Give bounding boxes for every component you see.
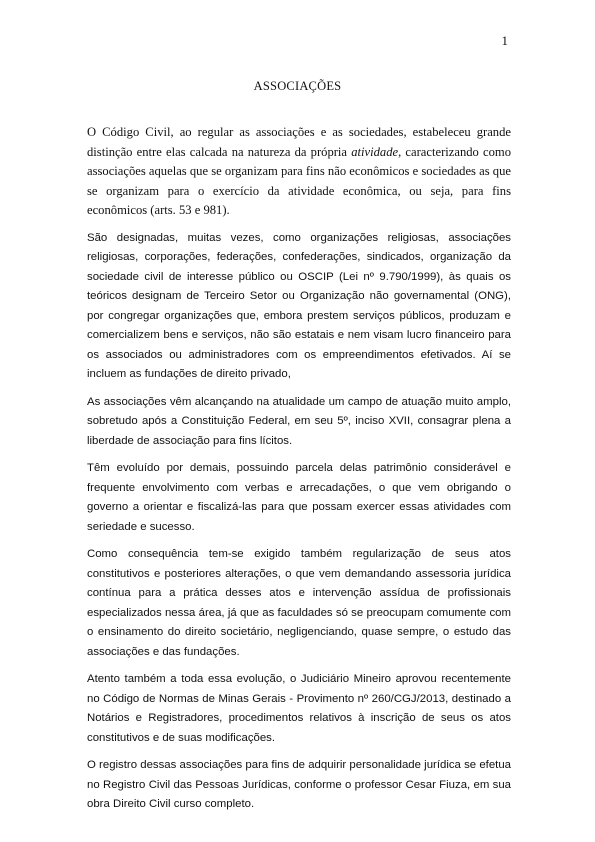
page-number: 1 <box>501 33 508 48</box>
paragraph-1 <box>87 123 511 221</box>
paragraph-6: Atento também a toda essa evolução, o Judiciário Mineiro aprovou recentemente no Código de Normas de Minas Gerais - Provimento nº 260/CGJ/2013, destinado a Notários e Registradores, procedimentos relativos à inscrição de seus os atos constitutivos e de suas modificações. <box>87 673 511 744</box>
paragraph-2: São designadas, muitas vezes, como organizações religiosas, associações religiosas, corporações, federações, confederações, sindicados, organização da sociedade civil de interesse público ou OSCIP (Lei nº 9.790/1999), às quais os teóricos designam de Terceiro Setor ou Organização não governamental (ONG), por congregar organizações que, embora prestem serviços públicos, produzam e comercializem bens e serviços, não são estatais e nem visam lucro financeiro para os associados ou administradores com os empreendimentos efetivados. Aí se incluem as fundações de direito privado, <box>87 231 511 380</box>
paragraph-1-text-end: , caracterizando como associações aquelas que se organizam para fins não econômicos e sociedades as que se organizam para o exercício da atividade econômica, ou seja, para fins econômicos (arts. 53 e 981). <box>87 144 511 217</box>
paragraph-1-emphasis: atividade <box>351 144 399 159</box>
document-title: ASSOCIAÇÕES <box>253 79 342 93</box>
paragraph-3: As associações vêm alcançando na atualidade um campo de atuação muito amplo, sobretudo após a Constituição Federal, em seu 5º, inciso XVII, consagrar plena a liberdade de associação para fins lícitos. <box>87 395 511 447</box>
paragraph-7: O registro dessas associações para fins de adquirir personalidade jurídica se efetua no Registro Civil das Pessoas Jurídicas, conforme o professor Cesar Fiuza, em sua obra Direito Civil curso completo. <box>87 759 511 810</box>
paragraph-4: Têm evoluído por demais, possuindo parcela delas patrimônio considerável e frequente envolvimento com verbas e arrecadações, o que vem obrigando o governo a orientar e fiscalizá-las para que possam exercer essas atividades com seriedade e sucesso. <box>87 462 511 533</box>
document-body <box>87 123 511 823</box>
paragraph-1-text-start: O Código Civil, ao regular as associações e as sociedades, estabeleceu grande distinção entre elas calcada na natureza da própria <box>87 125 511 159</box>
paragraph-5: Como consequência tem-se exigido também regularização de seus atos constitutivos e posteriores alterações, o que vem demandando assessoria jurídica contínua para a prática desses atos e intervenção assídua de profissionais especializados nessa área, já que as faculdades só se preocupam comumente com o ensinamento do direito societário, negligenciando, quase sempre, o estudo das associações e das fundações. <box>87 548 511 658</box>
